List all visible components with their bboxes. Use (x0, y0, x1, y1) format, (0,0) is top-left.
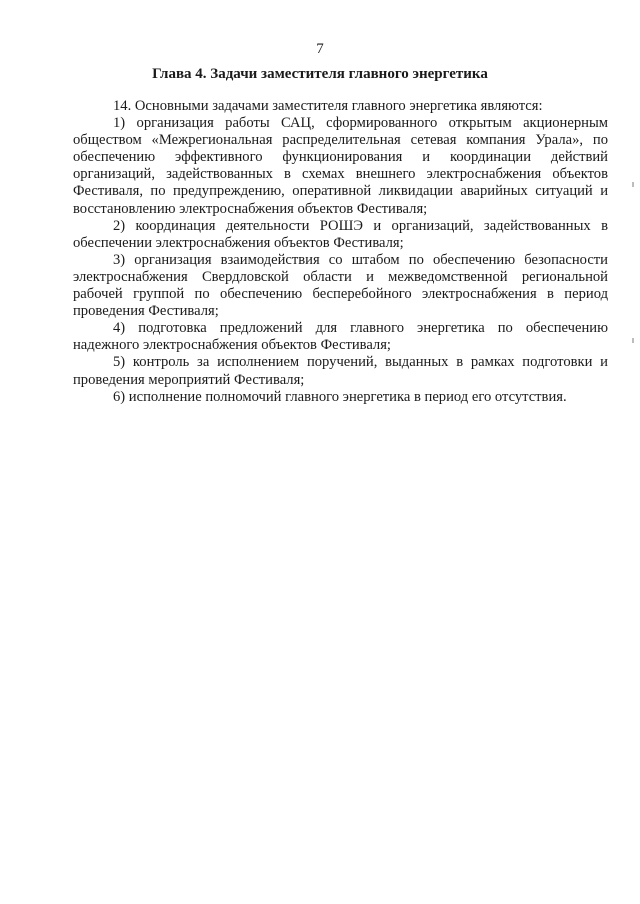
list-item-6: 6) исполнение полномочий главного энергетика в период его отсутствия. (113, 388, 567, 405)
list-item-4: 4) подготовка предложений для главного энергетика по обеспечению надежного электроснабжения объектов Фестиваля; (73, 320, 608, 354)
section-body (73, 98, 608, 406)
list-item-3: 3) организация взаимодействия со штабом по обеспечению безопасности электроснабжения Свердловской области и межведомственной региональной рабочей группой по обеспечению бесперебойного электроснабжения в период проведения Фестиваля; (73, 251, 608, 320)
list-item-2: 2) координация деятельности РОШЭ и организаций, задействованных в обеспечении электроснабжения объектов Фестиваля; (73, 217, 608, 251)
page-number: 7 (316, 41, 324, 57)
section-intro: 14. Основными задачами заместителя главного энергетика являются: (113, 98, 543, 114)
list-item-1: 1) организация работы САЦ, сформированного открытым акционерным обществом «Межрегиональная распределительная сетевая компания Урала», по обеспечению эффективного функционирования и координации действий организаций, задействованных в схемах внешнего электроснабжения объектов Фестиваля, по предупреждению, оперативной ликвидации аварийных ситуаций и восстановлению электроснабжения объектов Фестиваля; (73, 115, 608, 217)
scan-margin-mark (632, 182, 634, 187)
chapter-title: Глава 4. Задачи заместителя главного энергетика (152, 66, 488, 82)
list-item-5: 5) контроль за исполнением поручений, выданных в рамках подготовки и проведения мероприятий Фестиваля; (73, 354, 608, 388)
scan-margin-mark (632, 338, 634, 343)
